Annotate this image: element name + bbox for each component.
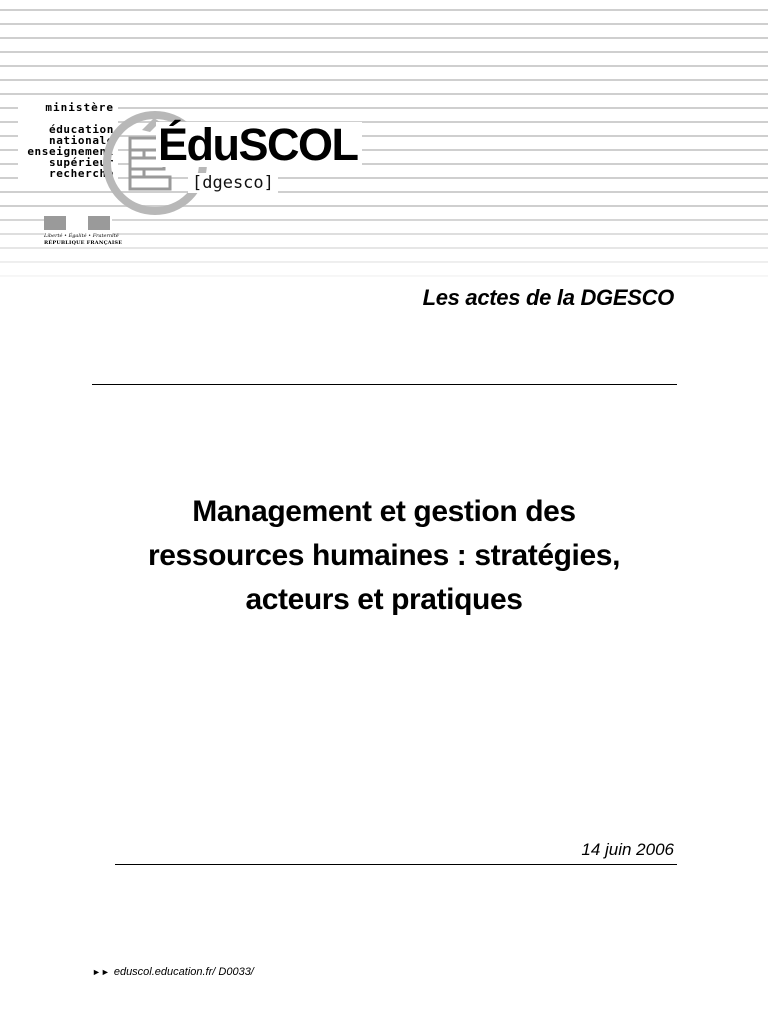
republic-motto: Liberté • Égalité • Fraternité bbox=[44, 233, 119, 239]
document-title-line: ressources humaines : stratégies, bbox=[147, 539, 620, 572]
document-title-line: acteurs et pratiques bbox=[245, 583, 523, 616]
eduscol-wordmark: ÉduSCOL bbox=[156, 122, 362, 167]
series-title: Les actes de la DGESCO bbox=[422, 285, 674, 310]
tricolor-flag-icon bbox=[44, 216, 110, 230]
footer-reference-text[interactable]: eduscol.education.fr/ D0033/ bbox=[113, 966, 254, 978]
flag-stripe bbox=[66, 216, 88, 230]
document-title bbox=[84, 490, 684, 622]
footer-reference bbox=[92, 966, 254, 978]
ministry-title: ministère bbox=[45, 101, 114, 114]
republic-name: RÉPUBLIQUE FRANÇAISE bbox=[44, 240, 123, 246]
ministry-line: enseignement bbox=[27, 145, 114, 158]
dgesco-label: [dgesco] bbox=[188, 173, 278, 193]
double-arrow-right-icon: ►► bbox=[92, 967, 110, 977]
top-divider bbox=[92, 384, 677, 385]
bottom-divider bbox=[115, 864, 677, 865]
republique-francaise-logo bbox=[44, 216, 123, 247]
ministry-line: éducation bbox=[48, 123, 114, 136]
document-date: 14 juin 2006 bbox=[581, 840, 674, 859]
document-title-line: Management et gestion des bbox=[192, 495, 576, 528]
ministry-line: nationale bbox=[48, 134, 114, 147]
flag-stripe bbox=[88, 216, 110, 230]
ministry-line: recherche bbox=[48, 167, 114, 180]
ministry-line: supérieur bbox=[48, 156, 114, 169]
flag-stripe bbox=[44, 216, 66, 230]
